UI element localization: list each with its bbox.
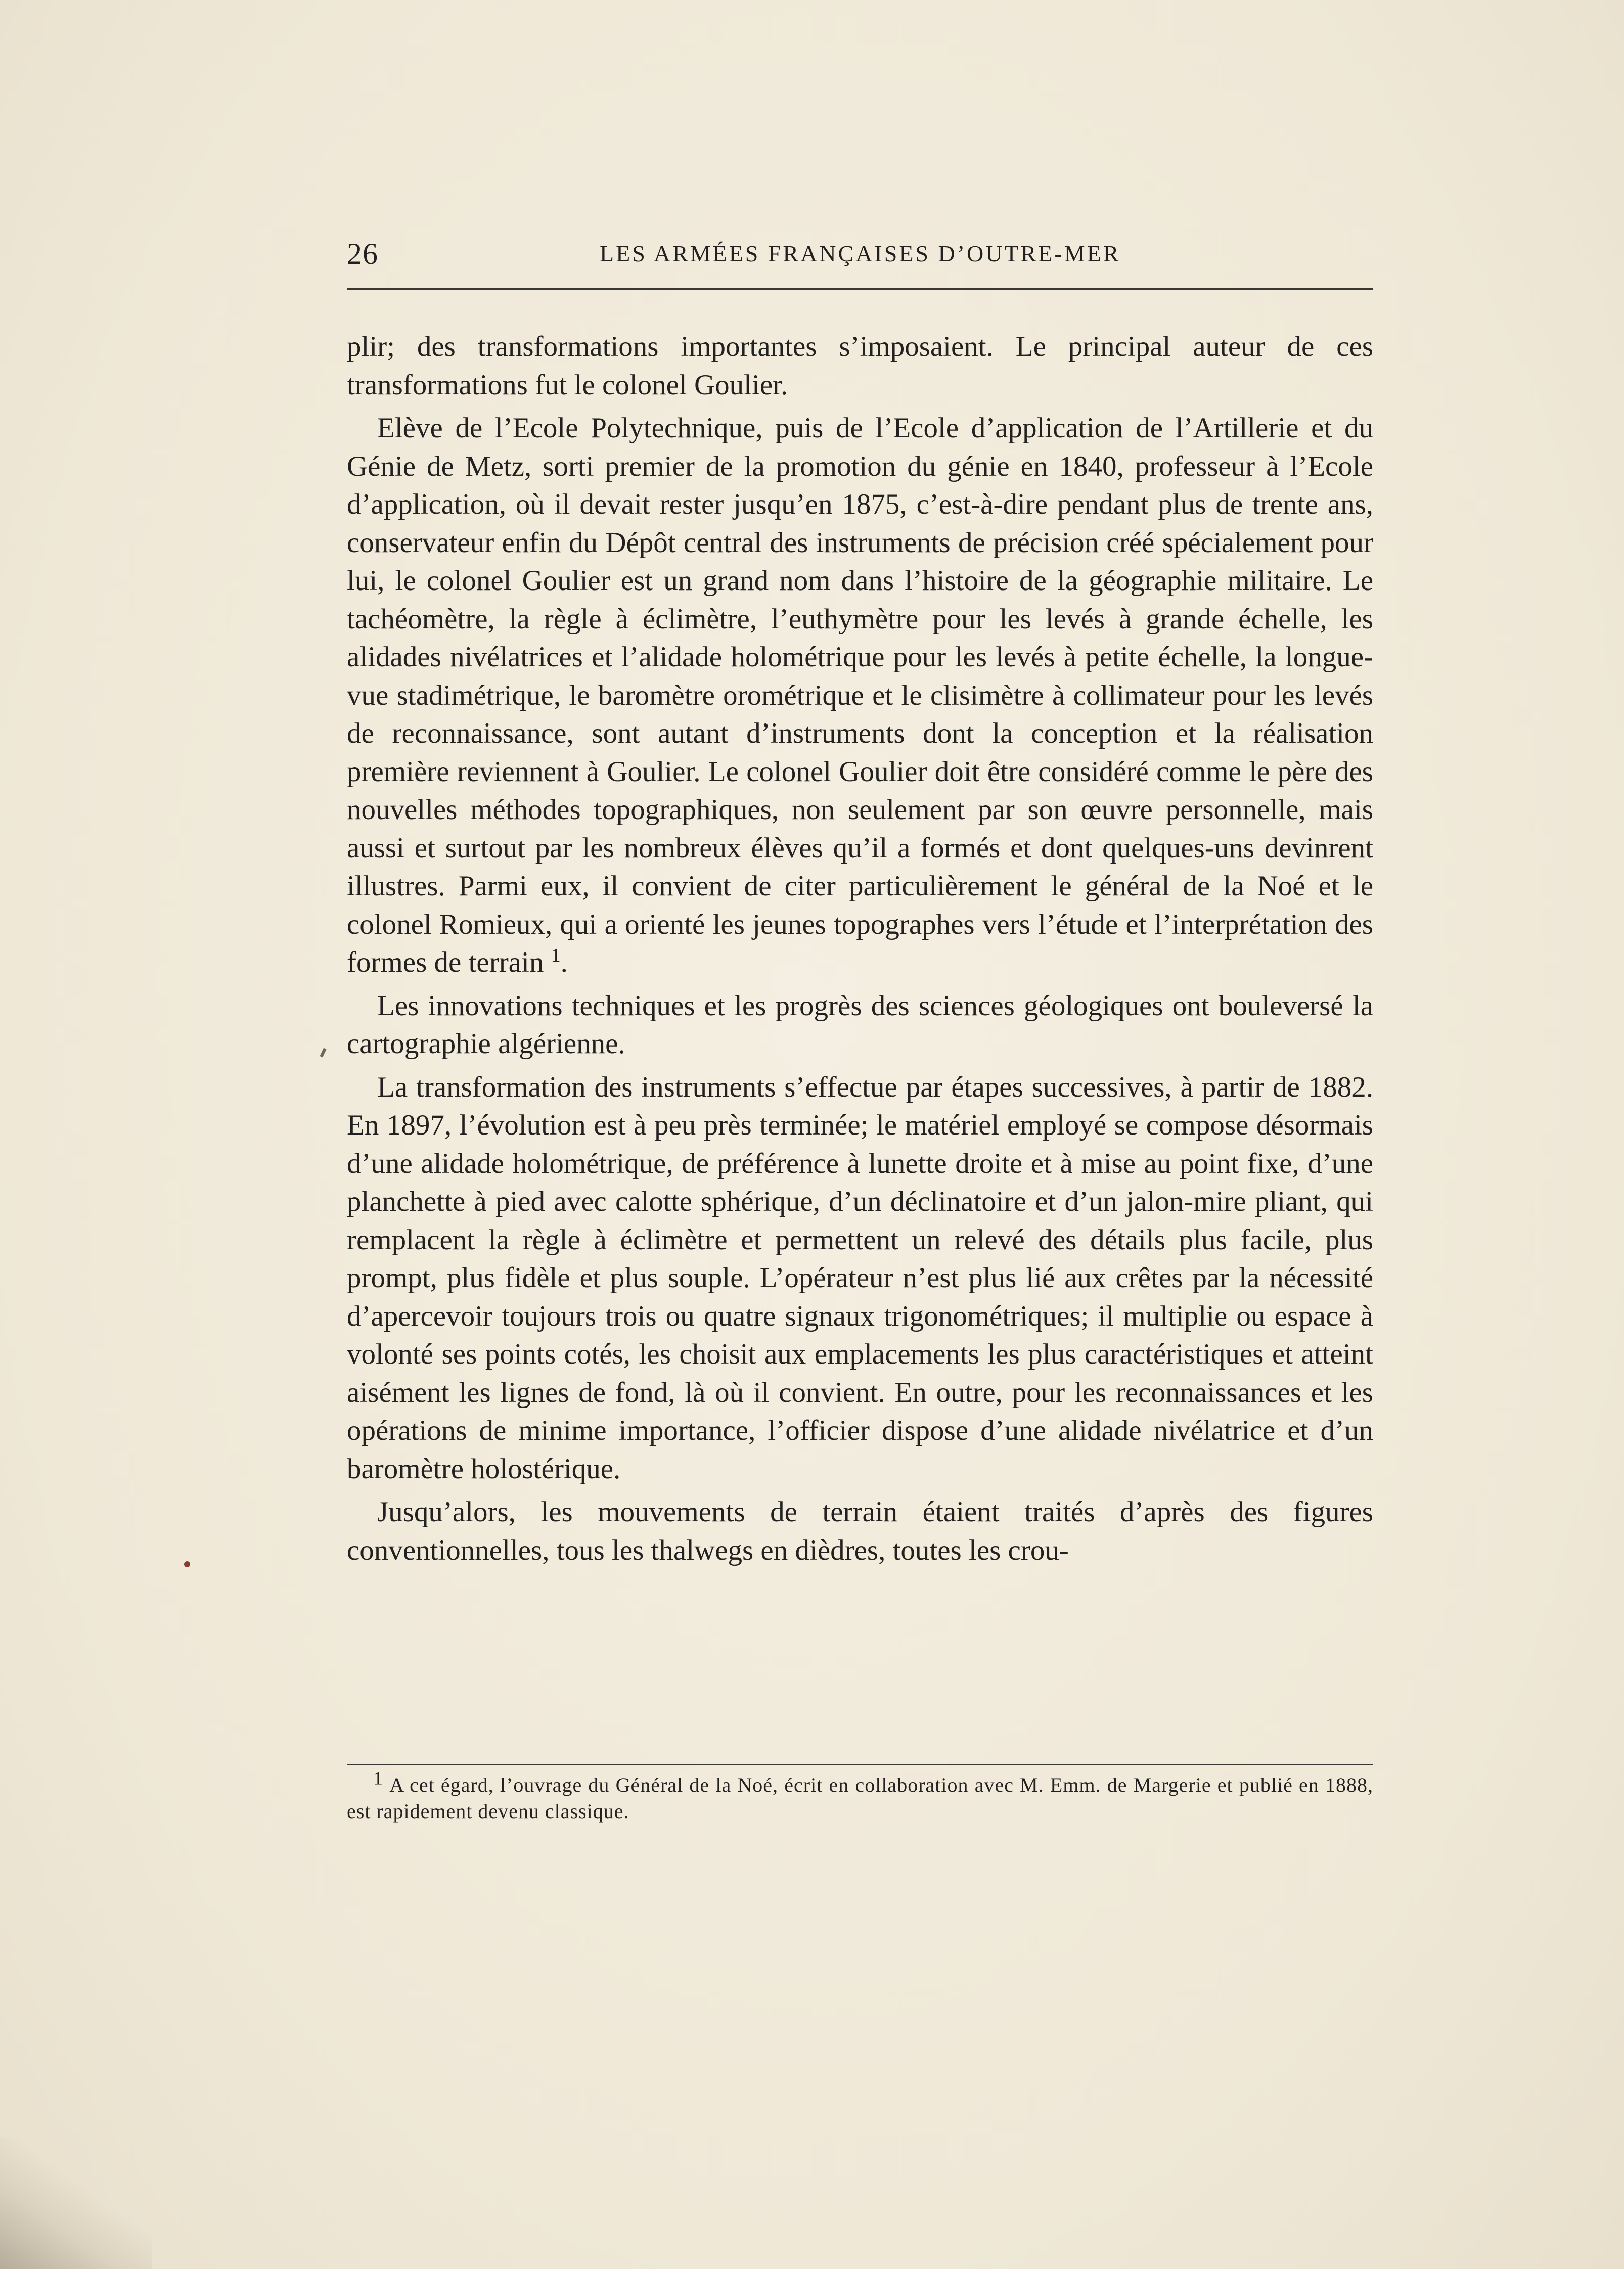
footnote-rule xyxy=(347,1764,1373,1765)
paragraph-4: La transformation des instruments s’effectue par étapes successives, à partir de 1882. En 1897, l’évolution est à peu près terminée; le matériel employé se compose désormais d’une alidade holométrique, de préférence à lunette droite et à mise au point fixe, d’une planchette à pied avec calotte sphérique, d’un déclinatoire et d’un jalon-mire pliant, qui remplacent la règle à éclimètre et permettent un relevé des détails plus facile, plus prompt, plus fidèle et plus souple. L’opérateur n’est plus lié aux crêtes par la nécessité d’apercevoir toujours trois ou quatre signaux trigonométriques; il multiplie ou espace à volonté ses points cotés, les choisit aux emplacements les plus caractéristiques et atteint aisément les lignes de fond, là où il convient. En outre, pour les reconnaissances et les opérations de minime importance, l’officier dispose d’une alidade nivélatrice et d’un baromètre holostérique. xyxy=(347,1071,1373,1485)
margin-ink-dot xyxy=(184,1561,190,1567)
margin-tick-mark xyxy=(320,1048,326,1058)
footnote-reference: 1 xyxy=(551,945,561,966)
paragraph-2 xyxy=(347,409,1373,982)
paragraph-2-end: . xyxy=(560,946,568,978)
body-text xyxy=(347,328,1373,1569)
page-number: 26 xyxy=(347,237,378,270)
header-rule xyxy=(347,288,1373,290)
running-title: LES ARMÉES FRANÇAISES D’OUTRE-MER xyxy=(600,241,1121,266)
paragraph-1: plir; des transformations importantes s’imposaient. Le principal auteur de ces transformations fut le colonel Goulier. xyxy=(347,331,1373,401)
footnote-text: A cet égard, l’ouvrage du Général de la Noé, écrit en collaboration avec M. Emm. de Margerie et publié en 1888, est rapidement devenu classique. xyxy=(347,1774,1374,1823)
page-corner-shadow xyxy=(0,2138,152,2269)
footnote-marker: 1 xyxy=(373,1767,383,1789)
paragraph-2-text: Elève de l’Ecole Polytechnique, puis de l’Ecole d’application de l’Artillerie et du Génie de Metz, sorti premier de la promotion du génie en 1840, professeur à l’Ecole d’application, où il devait rester jusqu’en 1875, c’est-à-dire pendant plus de trente ans, conservateur enfin du Dépôt central des instruments de précision créé spécialement pour lui, le colonel Goulier est un grand nom dans l’histoire de la géographie militaire. Le tachéomètre, la règle à éclimètre, l’euthymètre pour les levés à grande échelle, les alidades nivélatrices et l’alidade holométrique pour les levés à petite échelle, la longue-vue stadimétrique, le baromètre orométrique et le clisimètre à collimateur pour les levés de reconnaissance, sont autant d’instruments dont la conception et la réalisation première reviennent à Goulier. Le colonel Goulier doit être considéré comme le père des nouvelles méthodes topographiques, non seulement par son œuvre personnelle, mais aussi et surtout par les nombreux élèves qu’il a formés et dont quelques-uns devinrent illustres. Parmi eux, il convient de citer particulièrement le général de la Noé et le colonel Romieux, qui a orienté les jeunes topographes vers l’étude et l’interprétation des formes de terrain xyxy=(347,412,1373,978)
paragraph-3: Les innovations techniques et les progrès des sciences géologiques ont bouleversé la cartographie algérienne. xyxy=(347,989,1373,1060)
paragraph-5: Jusqu’alors, les mouvements de terrain étaient traités d’après des figures conventionnelles, tous les thalwegs en dièdres, toutes les crou- xyxy=(347,1496,1373,1566)
footnote xyxy=(347,1767,1374,1825)
page-header xyxy=(347,234,1373,274)
